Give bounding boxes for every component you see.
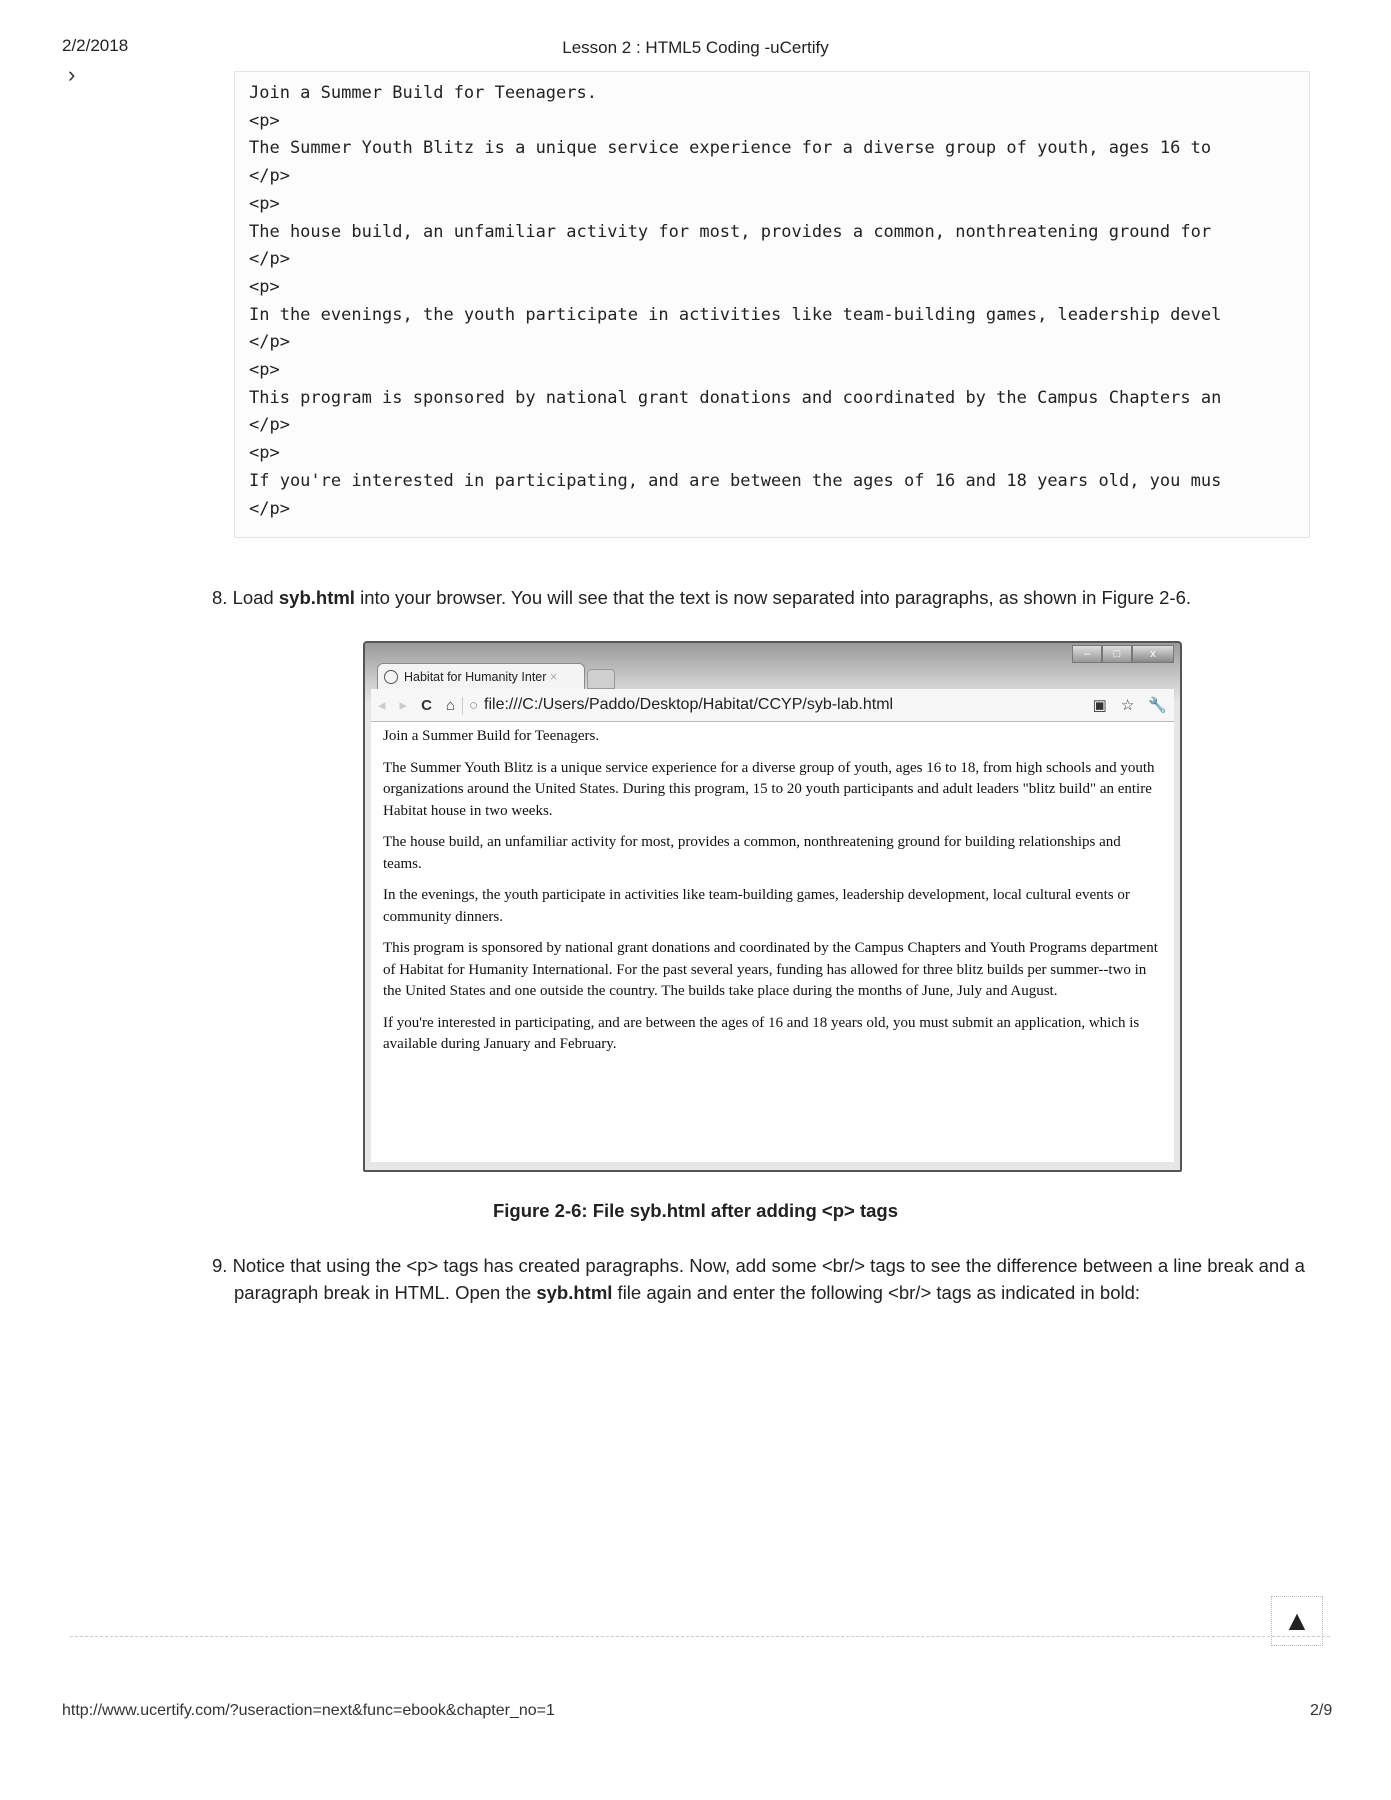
step-text: file again and enter the following <br/> tags as indicated in bold: xyxy=(612,1282,1141,1303)
code-block xyxy=(234,71,1310,538)
page-title: Lesson 2 : HTML5 Coding -uCertify xyxy=(562,38,829,57)
forward-icon: ▸ xyxy=(399,697,408,714)
close-icon: × xyxy=(549,670,558,684)
tab-title: Habitat for Humanity Inter xyxy=(404,670,547,684)
sidebar-toggle-icon[interactable]: › xyxy=(68,62,76,87)
code-line: </p> xyxy=(249,249,290,270)
code-line: The Summer Youth Blitz is a unique service experience for a diverse group of youth, ages 16 to xyxy=(249,138,1212,159)
code-line: <p> xyxy=(249,276,280,297)
step-text: into your browser. You will see that the text is now separated into paragraphs, as shown in Figure 2-6. xyxy=(354,587,1192,608)
minimize-icon: – xyxy=(1072,645,1102,663)
home-icon: ⌂ xyxy=(445,696,455,714)
back-icon: ◂ xyxy=(378,697,386,714)
browser-viewport xyxy=(371,722,1174,1162)
step-9-text xyxy=(212,1252,1344,1306)
footer-url: http://www.ucertify.com/?useraction=next&func=ebook&chapter_no=1 xyxy=(62,1702,555,1719)
code-line: <p> xyxy=(249,360,280,381)
code-line: If you're interested in participating, and are between the ages of 16 and 18 years old, you mus xyxy=(249,470,1222,491)
rendered-paragraph: This program is sponsored by national grant donations and coordinated by the Campus Chapters and Youth Programs department of Habitat for Humanity International. For the past several years, funding has allowed for three blitz builds per summer--two in the United States and one outside the country. The builds take place during the months of June, July and August. xyxy=(383,940,1158,999)
browser-toolbar xyxy=(371,689,1174,722)
new-tab-button xyxy=(587,669,615,689)
file-name: syb.html xyxy=(278,587,355,608)
rendered-paragraph: The house build, an unfamiliar activity for most, provides a common, nonthreatening ground for building relationships and teams. xyxy=(383,834,1121,872)
scroll-to-top-button[interactable]: ▲ xyxy=(1271,1596,1323,1646)
code-line: This program is sponsored by national grant donations and coordinated by the Campus Chapters an xyxy=(249,387,1222,408)
figure-caption: Figure 2-6: File syb.html after adding <p> tags xyxy=(492,1200,899,1221)
step-8-text xyxy=(212,584,1322,611)
star-icon: ☆ xyxy=(1120,697,1135,714)
code-line: In the evenings, the youth participate in activities like team-building games, leadership devel xyxy=(249,304,1222,325)
browser-tab xyxy=(377,663,585,689)
print-date: 2/2/2018 xyxy=(62,36,129,55)
rendered-paragraph: The Summer Youth Blitz is a unique service experience for a diverse group of youth, ages 16 to 18, from high schools and youth organizations around the United States. During this program, 15 to 20 youth participants and adult leaders "blitz build" an entire Habitat house in two weeks. xyxy=(383,759,1155,819)
browser-screenshot xyxy=(363,641,1182,1172)
page-number: 2/9 xyxy=(1310,1702,1333,1719)
rendered-paragraph: In the evenings, the youth participate in activities like team-building games, leadership development, local cultural events or community dinners. xyxy=(383,887,1130,925)
code-line: <p> xyxy=(249,193,280,214)
close-icon: x xyxy=(1132,645,1174,663)
step-text: 9. Notice that using the <p> tags has created paragraphs. Now, add some <br/> tags to see the difference between a line break and a paragraph break in HTML. Open the xyxy=(212,1255,1305,1303)
code-line: </p> xyxy=(249,332,290,353)
address-bar: file:///C:/Users/Paddo/Desktop/Habitat/CCYP/syb-lab.html xyxy=(484,696,894,713)
step-text: 8. Load xyxy=(212,587,279,608)
code-line: </p> xyxy=(249,498,290,519)
window-controls xyxy=(1072,645,1174,663)
rendered-paragraph: If you're interested in participating, and are between the ages of 16 and 18 years old, you must submit an application, which is available during January and February. xyxy=(383,1014,1140,1052)
page-action-icon: ▣ xyxy=(1092,697,1107,714)
rendered-paragraph: Join a Summer Build for Teenagers. xyxy=(383,728,600,744)
code-line: </p> xyxy=(249,415,290,436)
code-line: The house build, an unfamiliar activity for most, provides a common, nonthreatening ground for xyxy=(249,221,1212,242)
code-line: </p> xyxy=(249,166,290,187)
page-icon: ○ xyxy=(462,697,478,714)
wrench-icon: 🔧 xyxy=(1148,697,1167,714)
file-name: syb.html xyxy=(536,1282,613,1303)
code-line: <p> xyxy=(249,443,280,464)
globe-icon xyxy=(384,670,398,684)
code-line: Join a Summer Build for Teenagers. xyxy=(249,83,597,103)
divider xyxy=(70,1636,1330,1637)
code-line: <p> xyxy=(249,110,280,131)
reload-icon: C xyxy=(421,696,432,714)
maximize-icon: □ xyxy=(1102,645,1132,663)
